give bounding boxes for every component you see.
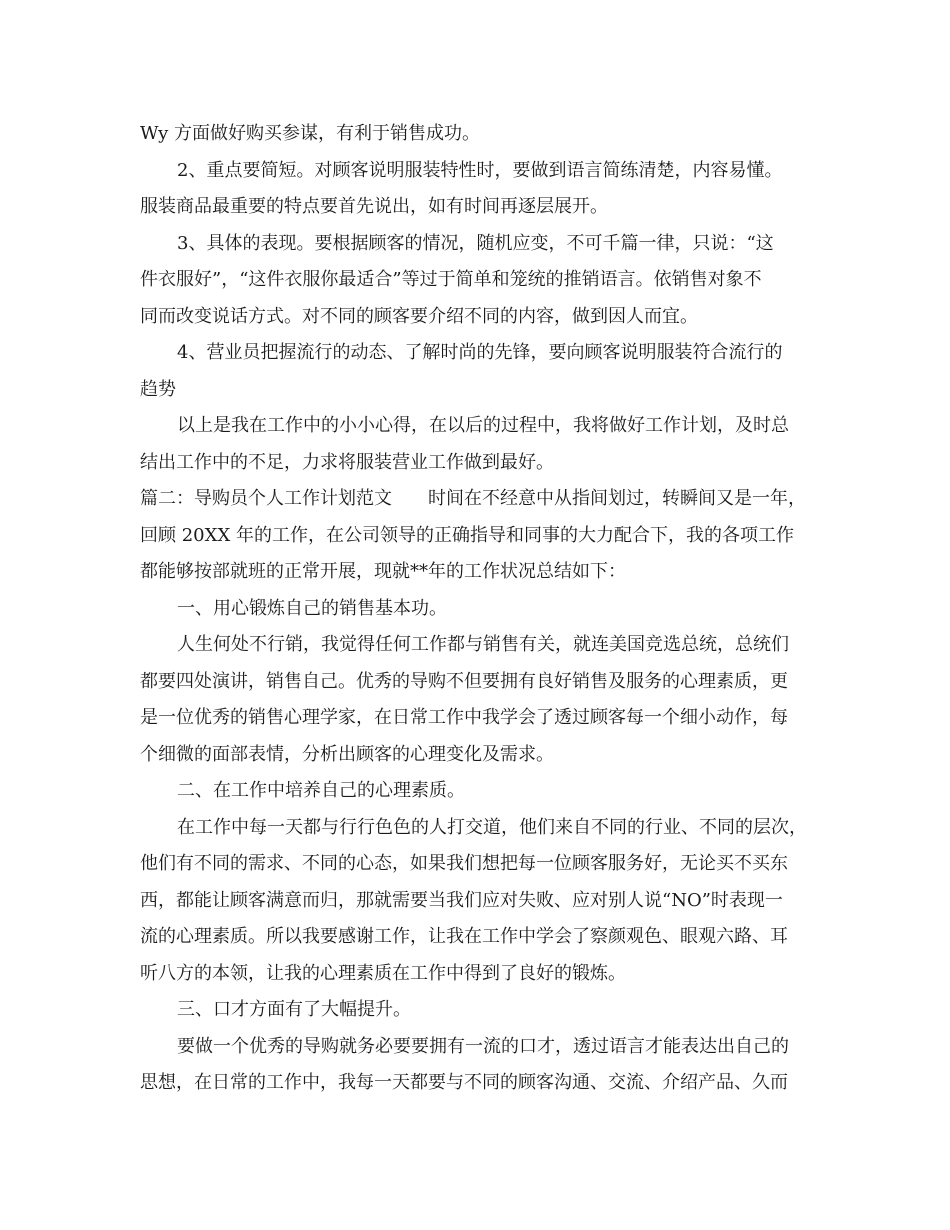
text-line: 同而改变说话方式。对不同的顾客要介绍不同的内容，做到因人而宜。 xyxy=(140,305,698,327)
text-line: 思想，在日常的工作中，我每一天都要与不同的顾客沟通、交流、介绍产品、久而 xyxy=(140,1072,788,1093)
text-line: 4、营业员把握流行的动态、了解时尚的先锋，要向顾客说明服装符合流行的 xyxy=(177,342,783,363)
text-line: 流的心理素质。所以我要感谢工作，让我在工作中学会了察颜观色、眼观六路、耳 xyxy=(140,926,788,947)
text-line: 人生何处不行销，我觉得任何工作都与销售有关，就连美国竞选总统，总统们 xyxy=(177,634,789,655)
text-line: 趋势 xyxy=(140,378,176,400)
text-line: 是一位优秀的销售心理学家，在日常工作中我学会了透过顾客每一个细小动作，每 xyxy=(140,707,788,728)
text-line: 在工作中每一天都与行行色色的人打交道，他们来自不同的行业、不同的层次， xyxy=(177,816,807,838)
text-line: 听八方的本领，让我的心理素质在工作中得到了良好的锻炼。 xyxy=(140,962,626,984)
text-line: 要做一个优秀的导购就务必要要拥有一流的口才，透过语言才能表达出自己的 xyxy=(177,1035,789,1057)
text-line: 2、重点要简短。对顾客说明服装特性时，要做到语言简练清楚，内容易懂。 xyxy=(177,159,783,181)
text-line: 3、具体的表现。要根据顾客的情况，随机应变，不可千篇一律，只说：“这 xyxy=(177,232,774,254)
text-line: 篇二：导购员个人工作计划范文 时间在不经意中从指间划过，转瞬间又是一年， xyxy=(140,488,806,509)
text-line: 三、口才方面有了大幅提升。 xyxy=(177,999,411,1020)
text-line: 件衣服好”，“这件衣服你最适合”等过于简单和笼统的推销语言。依销售对象不 xyxy=(140,269,762,290)
text-line: 以上是我在工作中的小小心得，在以后的过程中，我将做好工作计划，及时总 xyxy=(177,415,789,436)
text-line: 回顾 20XX 年的工作，在公司领导的正确指导和同事的大力配合下，我的各项工作 xyxy=(140,524,794,546)
text-line: 个细微的面部表情，分析出顾客的心理变化及需求。 xyxy=(140,743,554,765)
text-line: 二、在工作中培养自己的心理素质。 xyxy=(177,780,465,801)
text-line: 一、用心锻炼自己的销售基本功。 xyxy=(177,597,447,619)
text-line: 服装商品最重要的特点要首先说出，如有时间再逐层展开。 xyxy=(140,196,608,217)
text-line: 结出工作中的不足，力求将服装营业工作做到最好。 xyxy=(140,451,554,473)
text-line: 西，都能让顾客满意而归，那就需要当我们应对失败、应对别人说“NO”时表现一 xyxy=(140,889,783,911)
text-line: 都要四处演讲，销售自己。优秀的导购不但要拥有良好销售及服务的心理素质，更 xyxy=(140,670,788,692)
text-line: 他们有不同的需求、不同的心态，如果我们想把每一位顾客服务好，无论买不买东 xyxy=(140,853,788,874)
text-line: Wy 方面做好购买参谋，有利于销售成功。 xyxy=(140,123,480,144)
document-body xyxy=(140,116,830,1102)
text-line: 都能够按部就班的正常开展，现就**年的工作状况总结如下： xyxy=(140,561,626,582)
